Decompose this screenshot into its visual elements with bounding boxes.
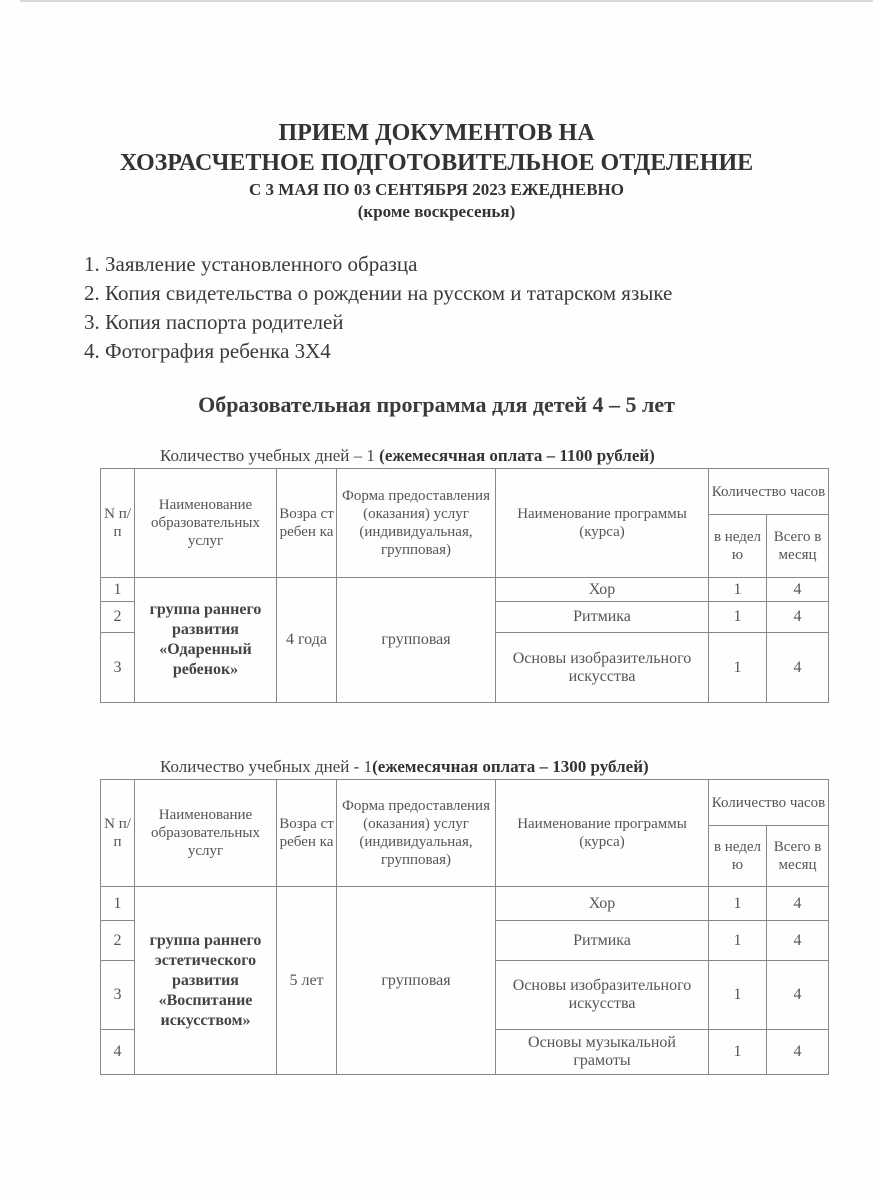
table-1-caption bbox=[160, 446, 655, 466]
header-line-2: ХОЗРАСЧЕТНОЕ ПОДГОТОВИТЕЛЬНОЕ ОТДЕЛЕНИЕ bbox=[119, 150, 754, 176]
hours-per-week: 1 bbox=[709, 921, 767, 961]
header-service: Наименование образовательных услуг bbox=[135, 780, 277, 887]
document-item: 1. Заявление установленного образца bbox=[84, 252, 418, 276]
service-name: группа раннего развития «Одаренный ребенок» bbox=[135, 578, 277, 703]
document-item: 4. Фотография ребенка 3Х4 bbox=[84, 339, 331, 363]
header-hours: Количество часов bbox=[709, 780, 829, 826]
caption-price: (ежемесячная оплата – 1100 рублей) bbox=[379, 446, 655, 465]
caption-days: Количество учебных дней - 1 bbox=[160, 757, 373, 776]
service-form: групповая bbox=[337, 887, 496, 1075]
hours-per-month: 4 bbox=[767, 1030, 829, 1075]
hours-per-week: 1 bbox=[709, 961, 767, 1030]
header-note: (кроме воскресенья) bbox=[357, 202, 516, 221]
service-form: групповая bbox=[337, 578, 496, 703]
row-num: 2 bbox=[101, 921, 135, 961]
child-age: 5 лет bbox=[277, 887, 337, 1075]
program-name: Основы изобразительного искусства bbox=[496, 961, 709, 1030]
document-item: 3. Копия паспорта родителей bbox=[84, 310, 344, 334]
program-name: Основы изобразительного искусства bbox=[496, 633, 709, 703]
program-table-2 bbox=[100, 779, 829, 1075]
row-num: 1 bbox=[101, 578, 135, 602]
header-num: N п/ п bbox=[101, 780, 135, 887]
header-form: Форма предоставления (оказания) услуг (индивидуальная, групповая) bbox=[337, 469, 496, 578]
program-name: Хор bbox=[496, 887, 709, 921]
service-name: группа раннего эстетического развития «Воспитание искусством» bbox=[135, 887, 277, 1075]
header-per-week: в недел ю bbox=[709, 826, 767, 887]
hours-per-month: 4 bbox=[767, 961, 829, 1030]
header-line-1: ПРИЕМ ДОКУМЕНТОВ НА bbox=[278, 120, 595, 146]
program-name: Ритмика bbox=[496, 602, 709, 633]
header-per-month: Всего в месяц bbox=[767, 515, 829, 578]
header-age: Возра ст ребен ка bbox=[277, 780, 337, 887]
header-per-week: в недел ю bbox=[709, 515, 767, 578]
program-name: Хор bbox=[496, 578, 709, 602]
program-name: Основы музыкальной грамоты bbox=[496, 1030, 709, 1075]
header-program: Наименование программы (курса) bbox=[496, 469, 709, 578]
caption-days: Количество учебных дней – 1 bbox=[160, 446, 380, 465]
row-num: 1 bbox=[101, 887, 135, 921]
table-2-caption bbox=[160, 757, 649, 777]
table-row bbox=[101, 578, 829, 602]
hours-per-month: 4 bbox=[767, 921, 829, 961]
row-num: 2 bbox=[101, 602, 135, 633]
header-per-month: Всего в месяц bbox=[767, 826, 829, 887]
section-title: Образовательная программа для детей 4 – 5 лет bbox=[198, 392, 675, 417]
header-dates: С 3 МАЯ ПО 03 СЕНТЯБРЯ 2023 ЕЖЕДНЕВНО bbox=[249, 180, 624, 199]
header-num: N п/ п bbox=[101, 469, 135, 578]
table-row bbox=[101, 887, 829, 921]
hours-per-week: 1 bbox=[709, 887, 767, 921]
program-name: Ритмика bbox=[496, 921, 709, 961]
child-age: 4 года bbox=[277, 578, 337, 703]
header-service: Наименование образовательных услуг bbox=[135, 469, 277, 578]
document-item: 2. Копия свидетельства о рождении на русском и татарском языке bbox=[84, 281, 673, 305]
row-num: 3 bbox=[101, 633, 135, 703]
header-hours: Количество часов bbox=[709, 469, 829, 515]
hours-per-month: 4 bbox=[767, 633, 829, 703]
program-table-1 bbox=[100, 468, 829, 703]
hours-per-week: 1 bbox=[709, 633, 767, 703]
row-num: 4 bbox=[101, 1030, 135, 1075]
header-age: Возра ст ребен ка bbox=[277, 469, 337, 578]
hours-per-month: 4 bbox=[767, 578, 829, 602]
hours-per-week: 1 bbox=[709, 602, 767, 633]
header-form: Форма предоставления (оказания) услуг (индивидуальная, групповая) bbox=[337, 780, 496, 887]
row-num: 3 bbox=[101, 961, 135, 1030]
caption-price: (ежемесячная оплата – 1300 рублей) bbox=[372, 757, 649, 776]
scan-edge bbox=[20, 0, 873, 2]
header-program: Наименование программы (курса) bbox=[496, 780, 709, 887]
hours-per-month: 4 bbox=[767, 887, 829, 921]
documents-list bbox=[84, 250, 672, 366]
page-header bbox=[0, 118, 873, 223]
hours-per-week: 1 bbox=[709, 578, 767, 602]
hours-per-month: 4 bbox=[767, 602, 829, 633]
hours-per-week: 1 bbox=[709, 1030, 767, 1075]
